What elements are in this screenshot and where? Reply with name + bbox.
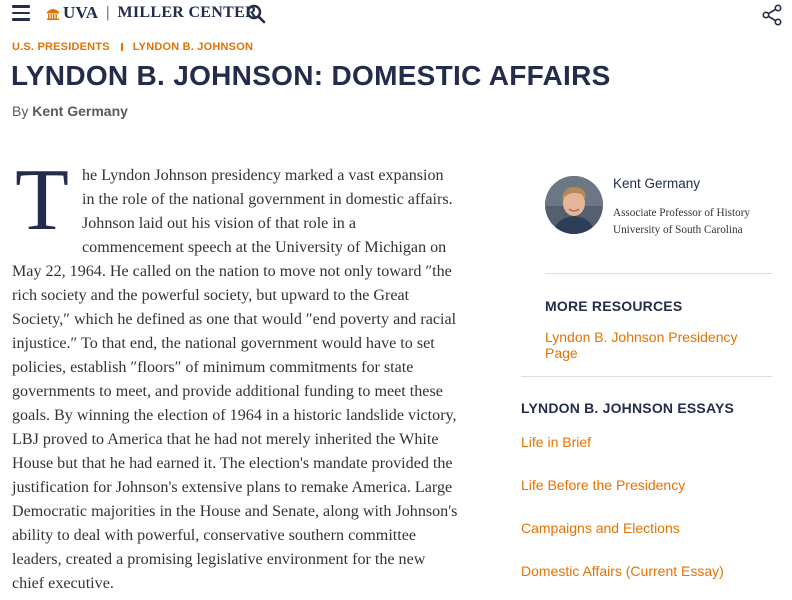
article-paragraph: he Lyndon Johnson presidency marked a vast expansion in the role of the national government in domestic affairs. Johnson laid out his vision of that role in a commencement speech at the University of Michigan on May 22, 1964. He called on the nation to move not only toward ″the rich society and the powerful society, but upward to the Great Society,″ which he defined as one that would ″end poverty and racial injustice.″ To that end, the national government would have to set policies, establish ″floors″ of minimum commitments for state governments to meet, and provide additional funding to meet these goals. By winning the election of 1964 in a historic landslide victory, LBJ proved to America that he had not merely inherited the White House but that he had earned it. The election's mandate provided the justification for Johnson's extensive plans to remake America. Large Democratic majorities in the House and Senate, along with Johnson's ability to deal with powerful, conservative southern committee leaders, created a promising legislative environment for the new chief executive. xyxy=(12,167,458,592)
breadcrumb-separator xyxy=(121,43,123,51)
breadcrumb xyxy=(12,41,253,53)
essay-link-life-in-brief[interactable]: Life in Brief xyxy=(521,434,592,450)
article-body xyxy=(12,152,460,596)
lbj-essays-heading: LYNDON B. JOHNSON ESSAYS xyxy=(521,400,735,416)
top-navigation-bar xyxy=(0,0,792,28)
share-icon[interactable] xyxy=(761,4,783,26)
page-title: LYNDON B. JOHNSON: DOMESTIC AFFAIRS xyxy=(11,60,611,91)
breadcrumb-lyndon-johnson[interactable]: LYNDON B. JOHNSON xyxy=(132,41,254,53)
byline-label: By xyxy=(12,103,29,119)
uva-miller-center-logo[interactable] xyxy=(46,3,257,23)
essay-link-campaigns-elections[interactable]: Campaigns and Elections xyxy=(521,520,680,536)
byline-author-link[interactable]: Kent Germany xyxy=(32,103,128,119)
author-affiliation xyxy=(613,205,750,239)
divider xyxy=(521,376,772,377)
essay-link-domestic-affairs-current[interactable]: Domestic Affairs (Current Essay) xyxy=(521,563,724,579)
more-resources-heading: MORE RESOURCES xyxy=(545,298,683,314)
divider xyxy=(545,273,772,274)
logo-miller-center-text: MILLER CENTER xyxy=(117,4,257,21)
essay-link-life-before-presidency[interactable]: Life Before the Presidency xyxy=(521,477,686,493)
hamburger-menu-icon[interactable] xyxy=(12,5,30,21)
breadcrumb-us-presidents[interactable]: U.S. PRESIDENTS xyxy=(12,41,110,53)
logo-uva-text: UVA xyxy=(63,3,99,22)
author-card xyxy=(545,175,775,239)
author-university-line: University of South Carolina xyxy=(613,224,743,236)
lbj-presidency-page-link[interactable]: Lyndon B. Johnson Presidency Page xyxy=(545,329,738,361)
author-title-line: Associate Professor of History xyxy=(613,207,751,219)
author-avatar[interactable] xyxy=(545,176,603,234)
logo-separator: | xyxy=(106,4,110,21)
drop-cap: T xyxy=(15,152,69,249)
search-icon[interactable] xyxy=(246,4,266,24)
author-name-link[interactable]: Kent Germany xyxy=(613,176,701,191)
rotunda-icon xyxy=(46,6,60,20)
byline xyxy=(12,103,128,119)
